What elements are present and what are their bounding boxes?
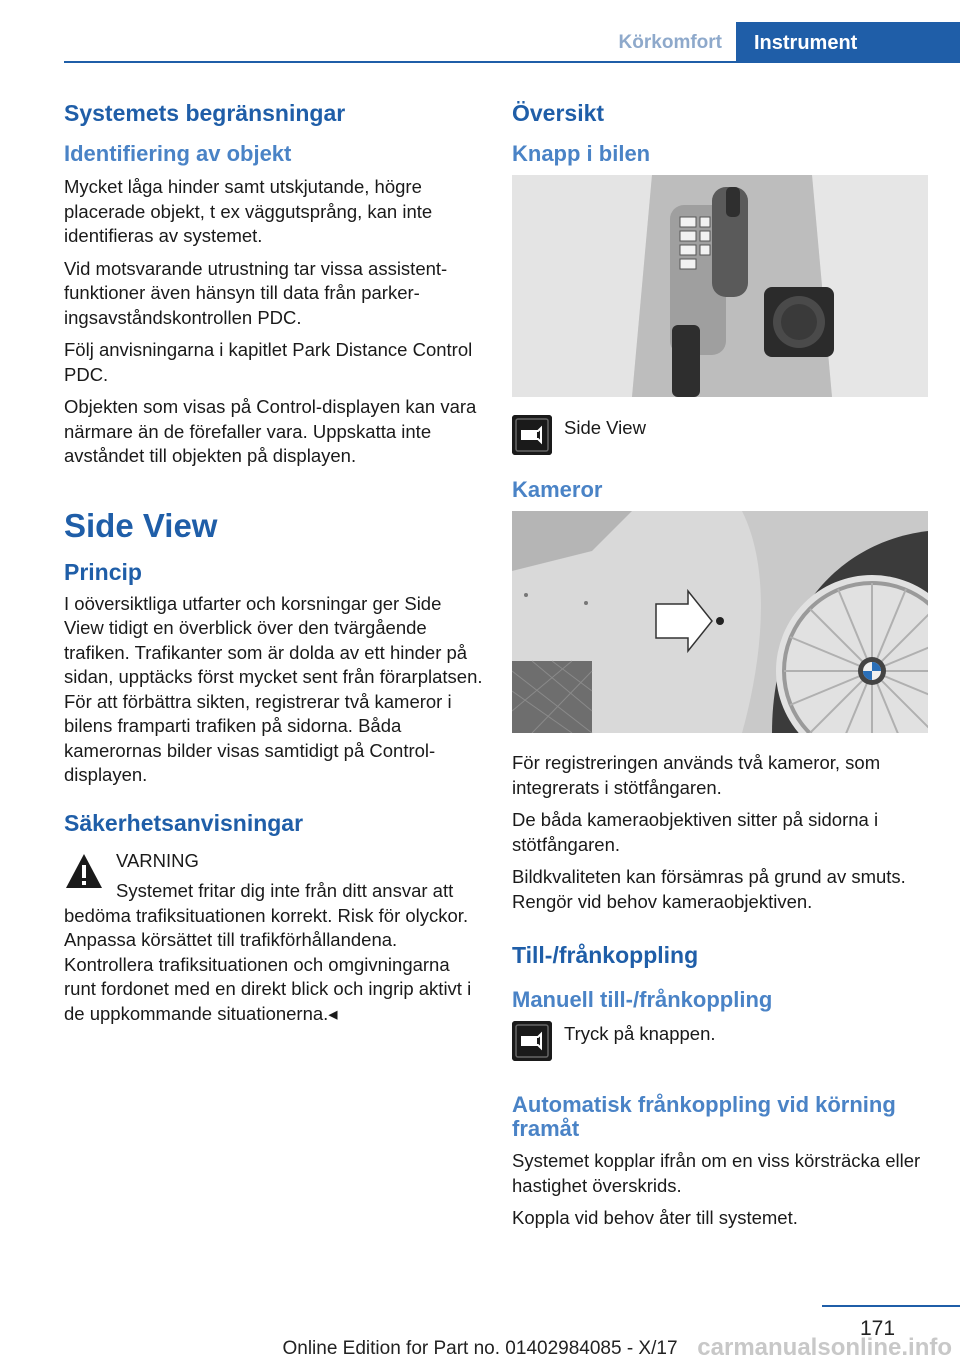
press-button-row: [512, 1021, 930, 1073]
right-column: [512, 100, 930, 1239]
side-view-button-icon[interactable]: [512, 1021, 552, 1061]
paragraph: För registreringen används två kameror, som integrerats i stötfångaren.: [512, 752, 881, 798]
heading-principle: Princip: [64, 558, 142, 585]
tab-korkomfort[interactable]: Körkomfort: [618, 32, 722, 53]
heading-button-in-car: Knapp i bilen: [512, 141, 651, 166]
warning-text-first-line: Systemet fritar dig inte från ditt ansvar att: [116, 880, 454, 901]
left-column: [64, 100, 484, 1026]
camera-photo: [512, 511, 928, 733]
heading-manual-on-off: Manuell till-/frånkoppling: [512, 987, 773, 1012]
paragraph: Följ anvisningarna i kapitlet Park Distance Control PDC.: [64, 339, 473, 385]
paragraph: De båda kameraobjektiven sitter på sidorna i stötfångaren.: [512, 809, 879, 855]
tab-instrument[interactable]: Instrument: [736, 22, 960, 62]
warning-text: bedöma trafiksituationen korrekt. Risk för olyckor. Anpassa körsättet till trafikförhållandena. Kontrollera trafiksituationen och omgivningarna runt fordonet med en direkt blick och ingrip aktivt i de uppkommande situationerna.◂: [64, 904, 472, 1024]
footer-rule: [822, 1305, 960, 1307]
warning-title: VARNING: [116, 849, 199, 871]
edition-note: Online Edition for Part no. 01402984085 - X/17: [282, 1338, 678, 1359]
paragraph: Bildkvaliteten kan försämras på grund av smuts. Rengör vid behov kameraobjektiven.: [512, 866, 906, 912]
header-rule: [64, 61, 960, 63]
console-photo: [512, 175, 928, 397]
paragraph: Vid motsvarande utrustning tar vissa assistentfunktioner även hänsyn till data från parkeringsavståndskontrollen PDC.: [64, 257, 448, 328]
heading-limits: Systemets begränsningar: [64, 100, 346, 126]
watermark: carmanualsonline.info: [697, 1334, 952, 1361]
heading-overview: Översikt: [512, 100, 605, 126]
side-view-button-label: Side View: [564, 417, 646, 438]
paragraph: Systemet kopplar ifrån om en viss körsträcka eller hastighet överskrids.: [512, 1150, 921, 1196]
paragraph: I oöversiktliga utfarter och korsningar ger Side View tidigt en överblick över den tvärgående trafiken. Trafikanter som är dolda av ett hinder på sidan, upptäcks först mycket sent från förarplatsen. För att förbättra sikten, registrerar två kameror i bilens framparti trafiken på sidorna. Båda kamerornas bilder visas samtidigt på Control-displayen.: [64, 592, 483, 785]
heading-safety: Säkerhetsanvisningar: [64, 809, 304, 836]
side-view-button-row: [512, 415, 930, 467]
heading-side-view: Side View: [64, 506, 218, 544]
paragraph: Objekten som visas på Control-displayen kan vara närmare än de förefaller vara. Uppskatta inte avståndet till objekten på displayen.: [64, 396, 477, 466]
warning-triangle-icon: [64, 851, 104, 891]
paragraph: Koppla vid behov åter till systemet.: [512, 1207, 798, 1228]
warning-block: [64, 849, 484, 1027]
page-number: 171: [860, 1317, 896, 1340]
side-view-button-icon[interactable]: [512, 415, 552, 455]
heading-cameras: Kameror: [512, 477, 603, 502]
heading-on-off: Till-/frånkoppling: [512, 942, 699, 968]
paragraph: Mycket låga hinder samt utskjutande, högre placerade objekt, t ex väggutsprång, kan inte identifieras av systemet.: [64, 176, 433, 246]
heading-identification: Identifiering av objekt: [64, 141, 292, 166]
press-button-label: Tryck på knappen.: [564, 1023, 716, 1044]
heading-auto-off: Automatisk frånkoppling vid körning framåt: [512, 1092, 896, 1141]
